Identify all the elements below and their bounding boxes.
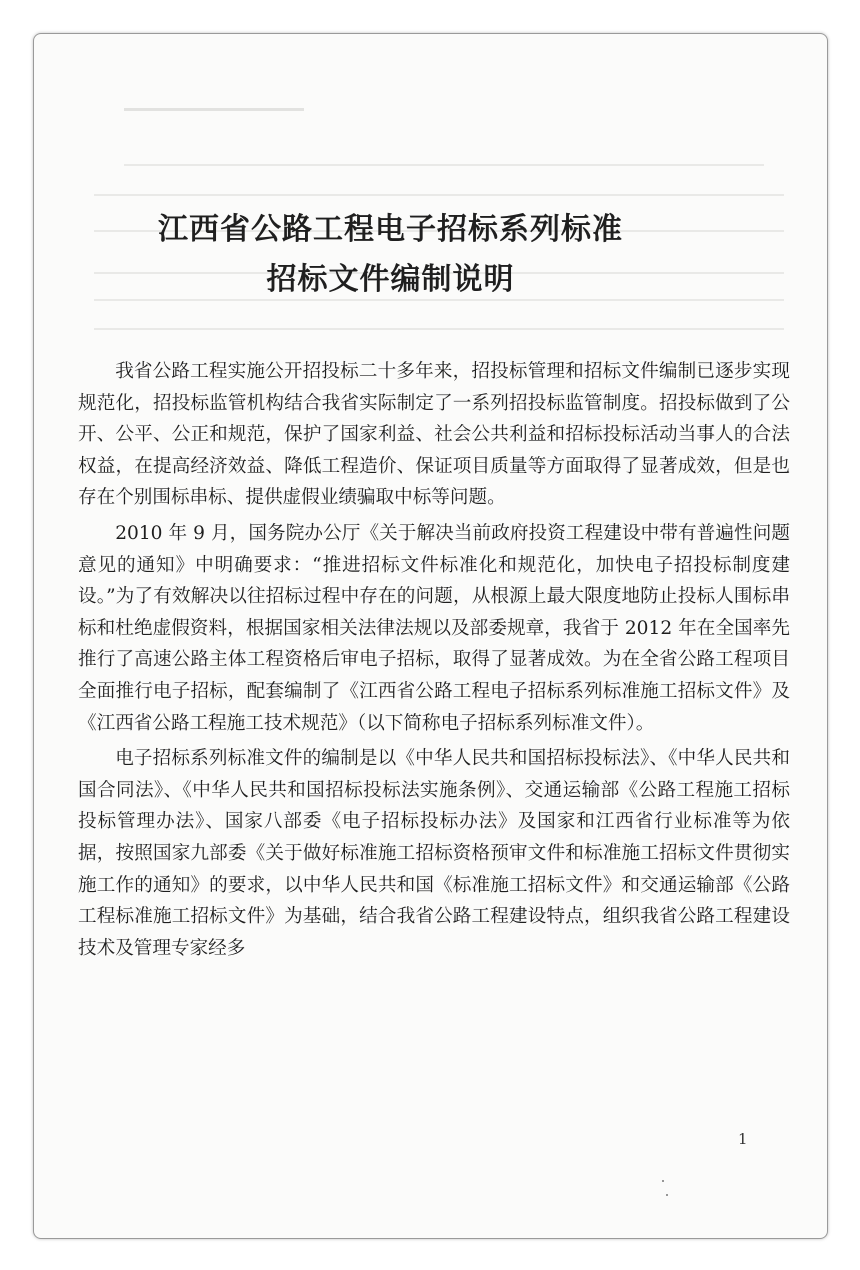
body-paragraph-3: 电子招标系列标准文件的编制是以《中华人民共和国招标投标法》、《中华人民共和国合同法》、《中华人民共和国招标投标法实施条例》、交通运输部《公路工程施工招标投标管理办法》、国家八部委《电子招标投标办法》及国家和江西省行业标准等为依据，按照国家九部委《关于做好标准施工招标资格预审文件和标准施工招标文件贯彻实施工作的通知》的要求，以中华人民共和国《标准施工招标文件》和交通运输部《公路工程标准施工招标文件》为基础，结合我省公路工程建设特点，组织我省公路工程建设技术及管理专家经多 [78, 748, 790, 959]
show-through-line [94, 299, 784, 301]
paper-speck [666, 1194, 668, 1196]
document-page [33, 33, 828, 1239]
page-number: 1 [738, 1130, 748, 1148]
show-through-line [124, 108, 304, 111]
document-title-line-1: 江西省公路工程电子招标系列标准 [158, 212, 623, 247]
body-paragraph-2: 2010 年 9 月，国务院办公厅《关于解决当前政府投资工程建设中带有普遍性问题意见的通知》中明确要求：“推进招标文件标准化和规范化，加快电子招投标制度建设。”为了有效解决以往招标过程中存在的问题，从根源上最大限度地防止投标人围标串标和杜绝虚假资料，根据国家相关法律法规以及部委规章，我省于 2012 年在全国率先推行了高速公路主体工程资格后审电子招标，取得了显著成效。为在全省公路工程项目全面推行电子招标，配套编制了《江西省公路工程电子招标系列标准施工招标文件》及《江西省公路工程施工技术规范》（以下简称电子招标系列标准文件）。 [78, 522, 790, 734]
show-through-line [124, 164, 764, 166]
body-paragraph-1: 我省公路工程实施公开招投标二十多年来，招投标管理和招标文件编制已逐步实现规范化，招投标监管机构结合我省实际制定了一系列招投标监管制度。招投标做到了公开、公平、公正和规范，保护了国家利益、社会公共利益和招标投标活动当事人的合法权益，在提高经济效益、降低工程造价、保证项目质量等方面取得了显著成效，但是也存在个别围标串标、提供虚假业绩骗取中标等问题。 [78, 361, 790, 509]
paper-speck [662, 1180, 664, 1182]
document-body [78, 356, 790, 964]
show-through-line [94, 328, 784, 330]
show-through-line [94, 194, 784, 196]
document-title-line-2: 招标文件编制说明 [266, 262, 515, 297]
